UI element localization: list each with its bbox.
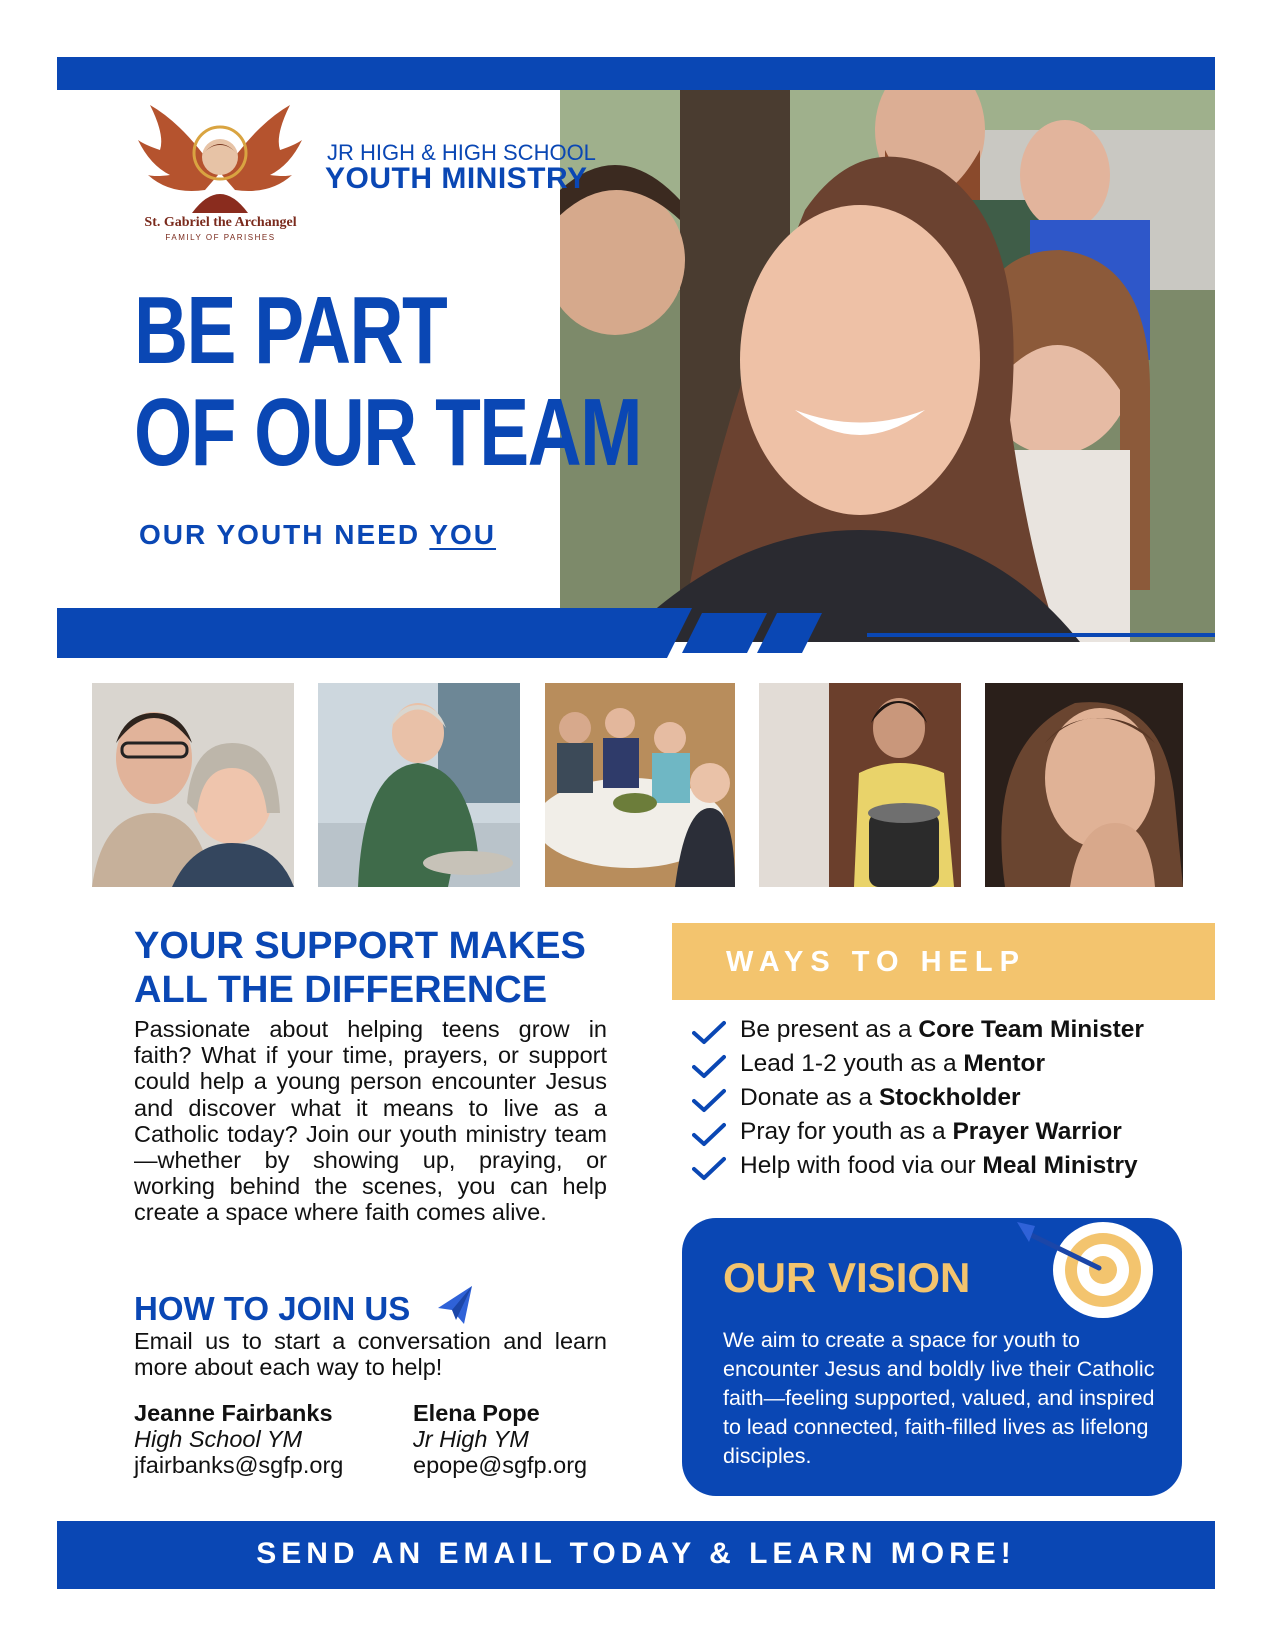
program-level: JR HIGH & HIGH SCHOOL [327,140,596,165]
contact-name: Jeanne Fairbanks [134,1400,333,1426]
photo-volunteer-serving [318,683,520,887]
way-role: Stockholder [878,1084,1021,1111]
way-text: Help with food via our [740,1152,983,1179]
support-title [134,924,614,1012]
checkmark-icon [692,1122,726,1148]
way-role: Meal Ministry [982,1152,1138,1179]
paper-plane-icon [438,1286,474,1329]
contact-email[interactable]: epope@sgfp.org [413,1452,588,1478]
way-role: Core Team Minister [918,1016,1144,1043]
hero-group-photo [560,90,1215,642]
logo-subtitle: FAMILY OF PARISHES [165,233,276,242]
logo-name: St. Gabriel the Archangel [144,215,297,230]
photo-woman-praying [985,683,1183,887]
ways-to-help-title: WAYS TO HELP [726,946,1026,978]
way-text: Donate as a [740,1084,879,1111]
footer-call-to-action: SEND AN EMAIL TODAY & LEARN MORE! [256,1537,1016,1570]
checkmark-icon [692,1156,726,1182]
support-paragraph: Passionate about helping teens grow in faith? What if your time, prayers, or support could help a young person encounter Jesus and discover what it means to live as a Catholic today? Join our youth ministry team—whether by showing up, praying, or working behind the scenes, you can help create a space where faith comes alive. [134,1016,607,1226]
contact-role: Jr High YM [413,1426,529,1452]
join-title: HOW TO JOIN US [134,1290,411,1327]
way-text: Lead 1-2 youth as a [740,1050,964,1077]
tagline [139,519,496,551]
join-paragraph: Email us to start a conversation and learn more about each way to help! [134,1328,607,1380]
checkmark-icon [692,1020,726,1046]
checkmark-icon [692,1054,726,1080]
support-title-line-2: ALL THE DIFFERENCE [134,969,548,1011]
contact-email[interactable]: jfairbanks@sgfp.org [134,1452,344,1478]
tagline-prefix: OUR YOUTH NEED [139,519,430,550]
program-name: YOUTH MINISTRY [325,162,588,195]
support-title-line-1: YOUR SUPPORT MAKES [134,925,586,967]
photo-dinner-table [545,683,735,887]
top-bar [57,57,1215,90]
photo-volunteers-selfie [92,683,294,887]
photo-meal-prep [759,683,961,887]
headline-line-2: OF OUR TEAM [134,379,641,486]
way-text: Be present as a [740,1016,919,1043]
vision-paragraph: We aim to create a space for youth to encounter Jesus and boldly live their Catholic faith—feeling supported, valued, and inspired to lead connected, faith-filled lives as lifelong disciples. [723,1328,1155,1468]
way-role: Prayer Warrior [952,1118,1122,1145]
headline-line-1: BE PART [134,277,447,384]
contact-high-school [134,1400,343,1478]
way-role: Mentor [963,1050,1046,1077]
vision-title: OUR VISION [723,1254,971,1301]
way-text: Pray for youth as a [740,1118,953,1145]
contact-name: Elena Pope [413,1400,540,1426]
divider-stripes [57,608,1215,658]
tagline-emphasis: YOU [429,519,497,550]
contact-jr-high [413,1400,587,1478]
target-arrow-icon [1015,1200,1155,1325]
contact-role: High School YM [134,1426,303,1452]
checkmark-icon [692,1088,726,1114]
